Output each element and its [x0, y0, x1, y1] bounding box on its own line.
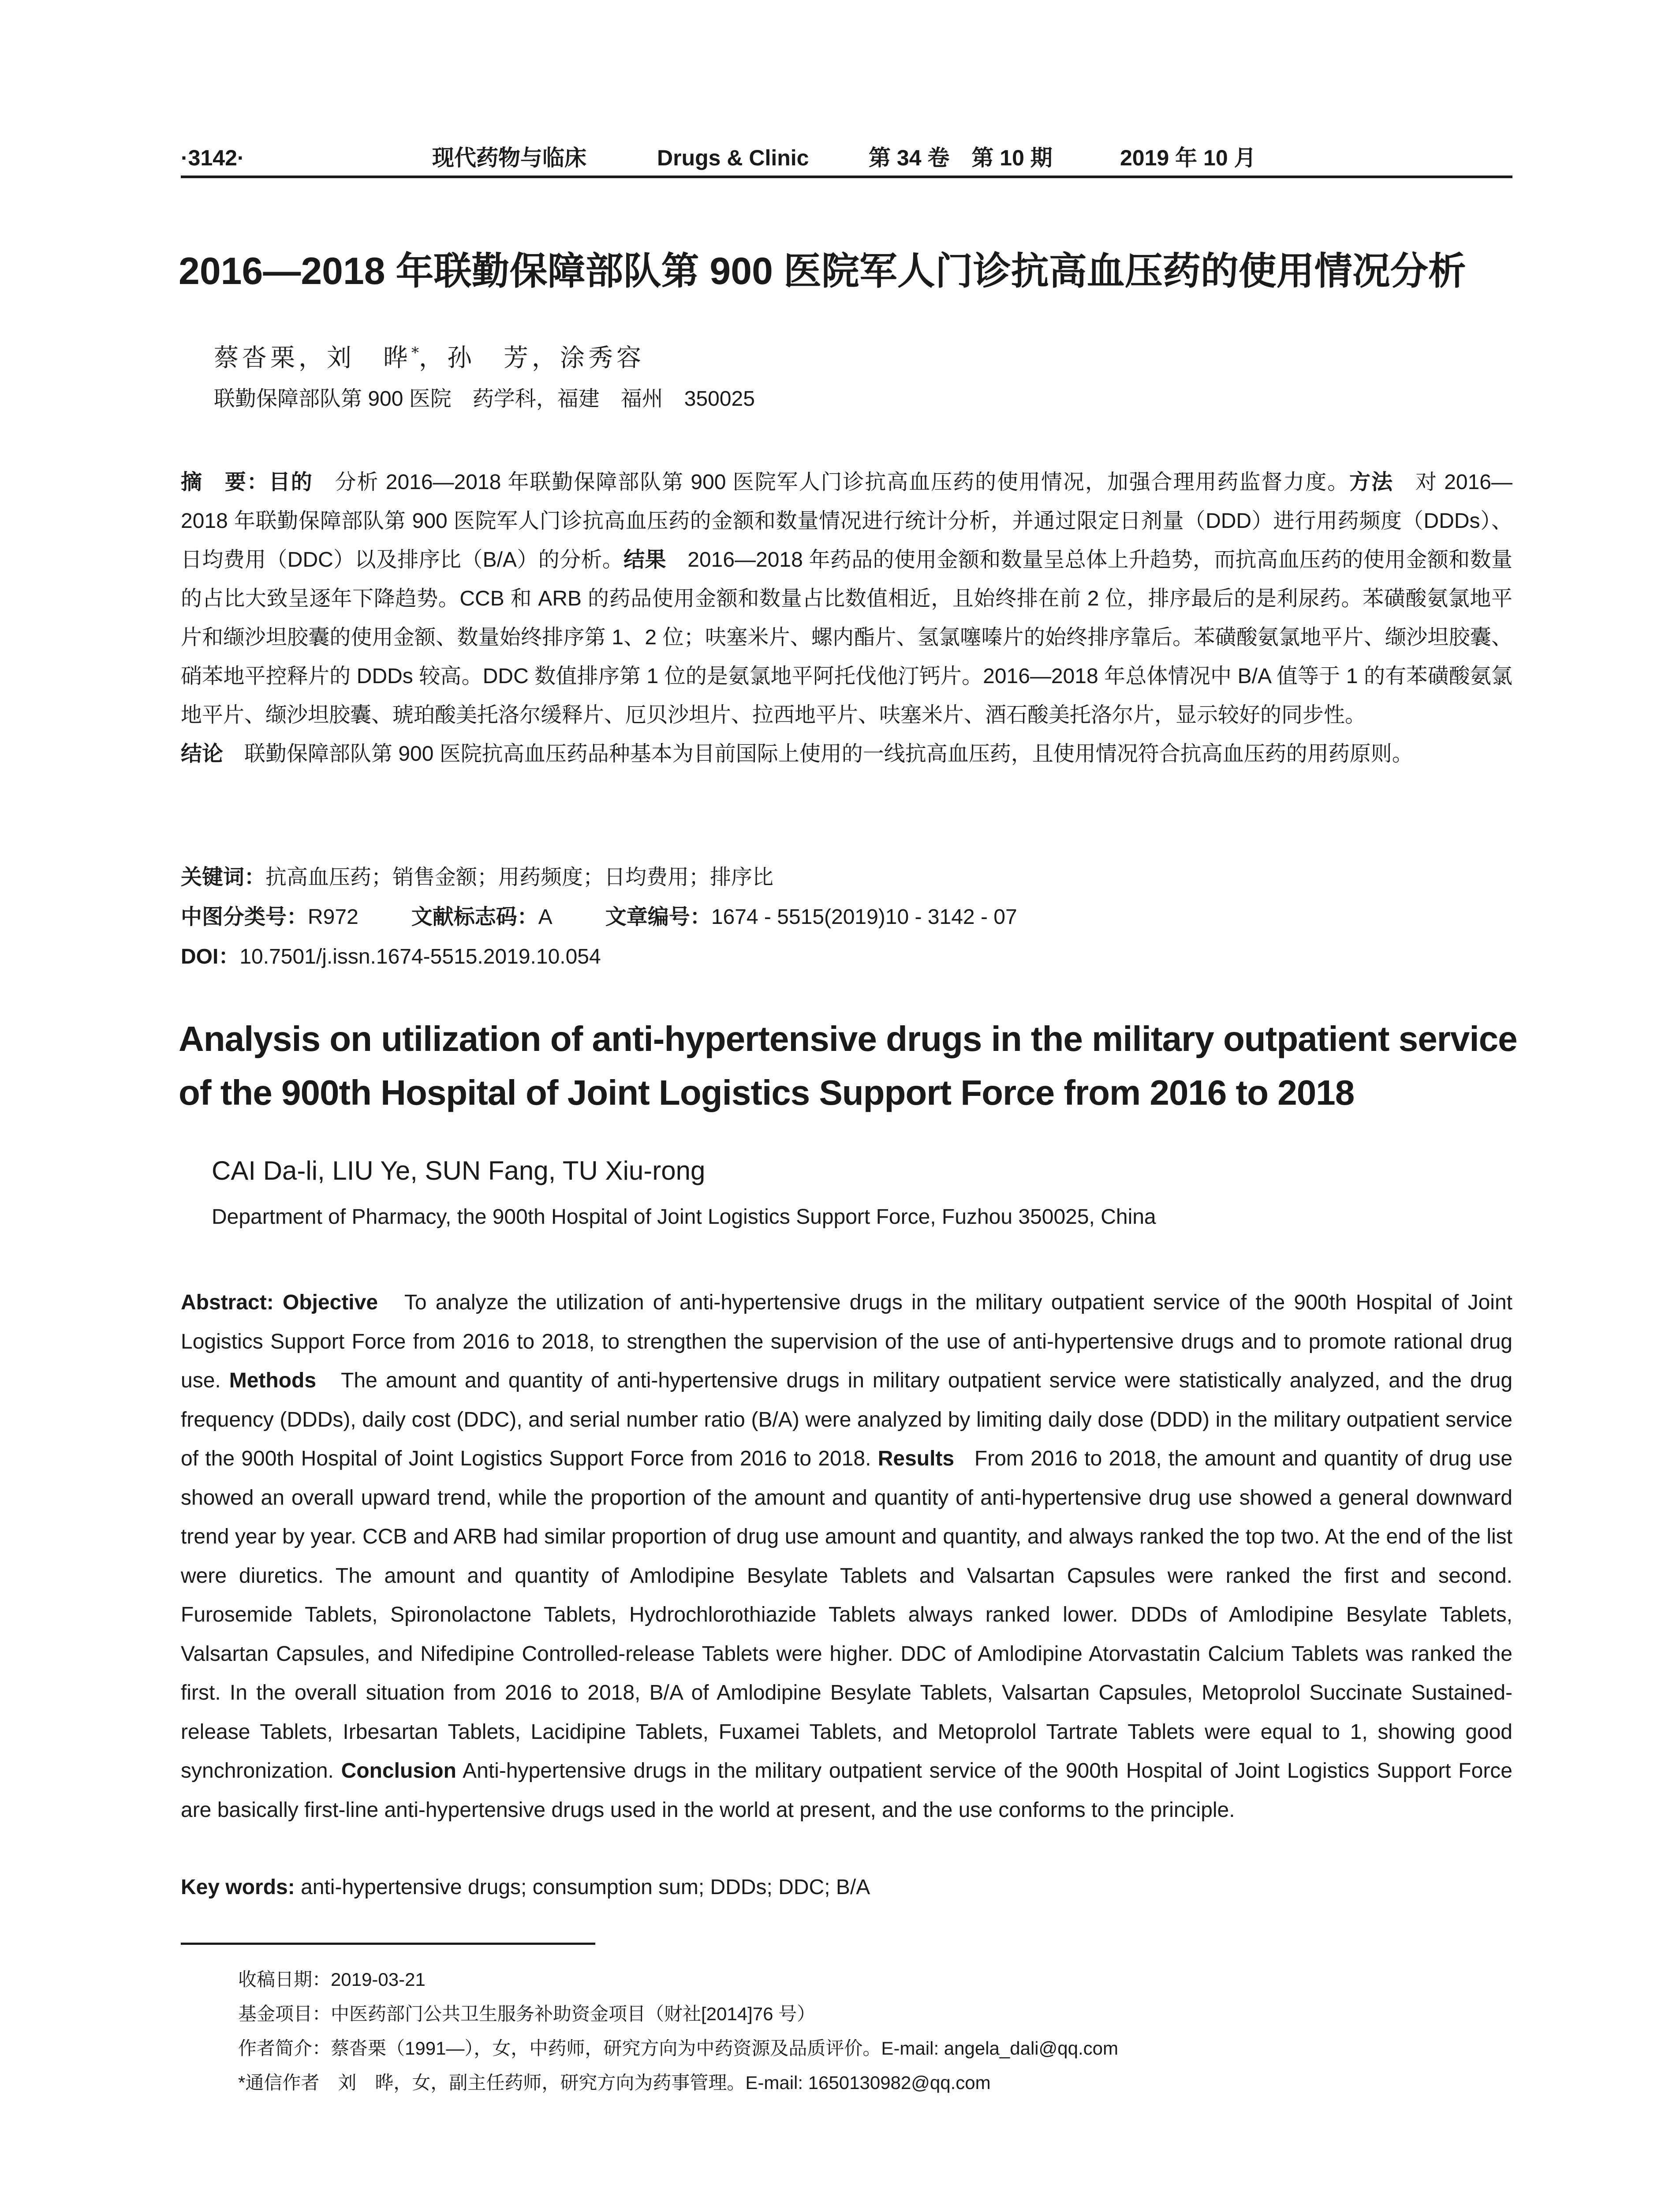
english-title-line-1: Analysis on utilization of anti-hypertensive drugs in the military outpatient service [179, 1019, 1517, 1058]
methods-label-en: Methods [229, 1369, 317, 1392]
english-abstract [181, 1283, 1512, 1830]
article-no-label: 文章编号： [605, 905, 711, 929]
doc-code-label: 文献标志码： [411, 905, 538, 929]
objective-text-en: To analyze the utilization of anti-hypertensive drugs in the military outpatient service of the 900th Hospital of Joint Logistics Support Force from 2016 to 2018, to strengthen the supervision of the use of anti-hypertensive drugs and to promote rational drug use. [181, 1291, 1513, 1392]
doi-line [181, 942, 1512, 972]
objective-label: 目的 [269, 471, 313, 494]
keywords-text: 抗高血压药；销售金额；用药频度；日均费用；排序比 [265, 866, 774, 889]
english-title [179, 1012, 1528, 1120]
conclusion-label: 结论 [181, 742, 224, 766]
methods-text: 对 2016—2018 年联勤保障部队第 900 医院军人门诊抗高血压药的金额和数量情况进行统计分析，并通过限定日剂量（DDD）进行用药频度（DDDs）、日均费用（DDC）以及排序比（B/A）的分析。 [181, 471, 1512, 572]
chinese-authors [214, 335, 645, 376]
results-text: 2016—2018 年药品的使用金额和数量呈总体上升趋势，而抗高血压药的使用金额和数量的占比大致呈逐年下降趋势。CCB 和 ARB 的药品使用金额和数量占比数值相近，且始终排在前 2 位，排序最后的是利尿药。苯磺酸氨氯地平片和缬沙坦胶囊的使用金额、数量始终排序第 1、2 位；呋塞米片、螺内酯片、氢氯噻嗪片的始终排序靠后。苯磺酸氨氯地平片、缬沙坦胶囊、硝苯地平控释片的 DDDs 较高。DDC 数值排序第 1 位的是氨氯地平阿托伐他汀钙片。2016—2018 年总体情况中 B/A 值等于 1 的有苯磺酸氨氯地平片、缬沙坦胶囊、琥珀酸美托洛尔缓释片、厄贝沙坦片、拉西地平片、呋塞米片、酒石酸美托洛尔片，显示较好的同步性。 [181, 548, 1512, 727]
keywords-label-en: Key words: [181, 1876, 295, 1899]
corresponding-author: *通信作者 刘 晔，女，副主任药师，研究方向为药事管理。E-mail: 1650130982@qq.com [238, 2072, 991, 2093]
methods-label: 方法 [1349, 471, 1394, 494]
keywords-text-en: anti-hypertensive drugs; consumption sum; DDDs; DDC; B/A [301, 1876, 870, 1899]
abstract-label-en: Abstract: [181, 1291, 274, 1314]
clc-label: 中图分类号： [181, 905, 308, 929]
received-date: 收稿日期：2019-03-21 [238, 1969, 426, 1990]
journal-name-cn: 现代药物与临床 [432, 145, 586, 171]
results-label-en: Results [877, 1447, 955, 1470]
chinese-keywords [181, 862, 1512, 893]
english-affiliation: Department of Pharmacy, the 900th Hospital of Joint Logistics Support Force, Fuzhou 350025, China [212, 1205, 1156, 1229]
chinese-abstract [181, 463, 1512, 774]
author-bio: 作者简介：蔡沓栗（1991—），女，中药师，研究方向为中药资源及品质评价。E-mail: angela_dali@qq.com [238, 2038, 1119, 2059]
abstract-label: 摘 要： [181, 471, 269, 494]
conclusion-text-en: Anti-hypertensive drugs in the military outpatient service of the 900th Hospital of Joint Logistics Support Force are basically first-line anti-hypertensive drugs used in the world at present, and the use conforms to the principle. [181, 1759, 1513, 1822]
running-header [181, 140, 1512, 178]
journal-name-en: Drugs & Clinic [657, 146, 809, 170]
objective-label-en: Objective [282, 1291, 378, 1314]
doi-label: DOI： [181, 945, 240, 968]
keywords-label: 关键词： [181, 866, 266, 889]
doc-code-value: A [538, 905, 553, 929]
chinese-affiliation: 联勤保障部队第 900 医院 药学科，福建 福州 350025 [214, 387, 755, 411]
results-text-en: From 2016 to 2018, the amount and quantity of drug use showed an overall upward trend, while the proportion of the amount and quantity of anti-hypertensive drug use showed a general downward trend year by year. CCB and ARB had similar proportion of drug use amount and quantity, and always ranked the top two. At the end of the list were diuretics. The amount and quantity of Amlodipine Besylate Tablets and Valsartan Capsules were ranked the first and second. Furosemide Tablets, Spironolactone Tablets, Hydrochlorothiazide Tablets always ranked lower. DDDs of Amlodipine Besylate Tablets, Valsartan Capsules, and Nifedipine Controlled-release Tablets were higher. DDC of Amlodipine Atorvastatin Calcium Tablets was ranked the first. In the overall situation from 2016 to 2018, B/A of Amlodipine Besylate Tablets, Valsartan Capsules, Metoprolol Succinate Sustained-release Tablets, Irbesartan Tablets, Lacidipine Tablets, Fuxamei Tablets, and Metoprolol Tartrate Tablets were equal to 1, showing good synchronization. [181, 1447, 1513, 1783]
classification-line [181, 902, 1512, 933]
article-no-value: 1674 - 5515(2019)10 - 3142 - 07 [711, 905, 1017, 929]
authors-part-b: ，孙 芳，涂秀容 [419, 344, 645, 373]
doi-value: 10.7501/j.issn.1674-5515.2019.10.054 [239, 945, 601, 968]
authors-part-a: 蔡沓栗，刘 晔 [214, 344, 411, 373]
conclusion-label-en: Conclusion [341, 1759, 456, 1783]
volume-issue: 第 34 卷 第 10 期 [869, 146, 1053, 170]
chinese-title: 2016—2018 年联勤保障部队第 900 医院军人门诊抗高血压药的使用情况分析 [179, 250, 1466, 292]
funding-note: 基金项目：中医药部门公共卫生服务补助资金项目（财社[2014]76 号） [238, 2003, 816, 2024]
page-number: ·3142· [181, 146, 245, 170]
english-title-line-2: of the 900th Hospital of Joint Logistics Support Force from 2016 to 2018 [179, 1073, 1355, 1112]
footnote-divider [181, 1943, 595, 1945]
clc-value: R972 [308, 905, 358, 929]
conclusion-text: 联勤保障部队第 900 医院抗高血压药品种基本为目前国际上使用的一线抗高血压药，且使用情况符合抗高血压药的用药原则。 [223, 742, 1413, 766]
results-label: 结果 [623, 548, 666, 572]
english-keywords [181, 1870, 1512, 1905]
issue-date: 2019 年 10 月 [1120, 146, 1256, 170]
objective-text: 分析 2016—2018 年联勤保障部队第 900 医院军人门诊抗高血压药的使用情况，加强合理用药监督力度。 [313, 471, 1350, 494]
methods-text-en: The amount and quantity of anti-hypertensive drugs in military outpatient service were statistically analyzed, and the drug frequency (DDDs), daily cost (DDC), and serial number ratio (B/A) were analyzed by limiting daily dose (DDD) in the military outpatient service of the 900th Hospital of Joint Logistics Support Force from 2016 to 2018. [181, 1369, 1513, 1470]
english-authors: CAI Da-li, LIU Ye, SUN Fang, TU Xiu-rong [212, 1156, 706, 1185]
footnotes [238, 1962, 1517, 2100]
corresponding-mark: * [411, 344, 419, 362]
